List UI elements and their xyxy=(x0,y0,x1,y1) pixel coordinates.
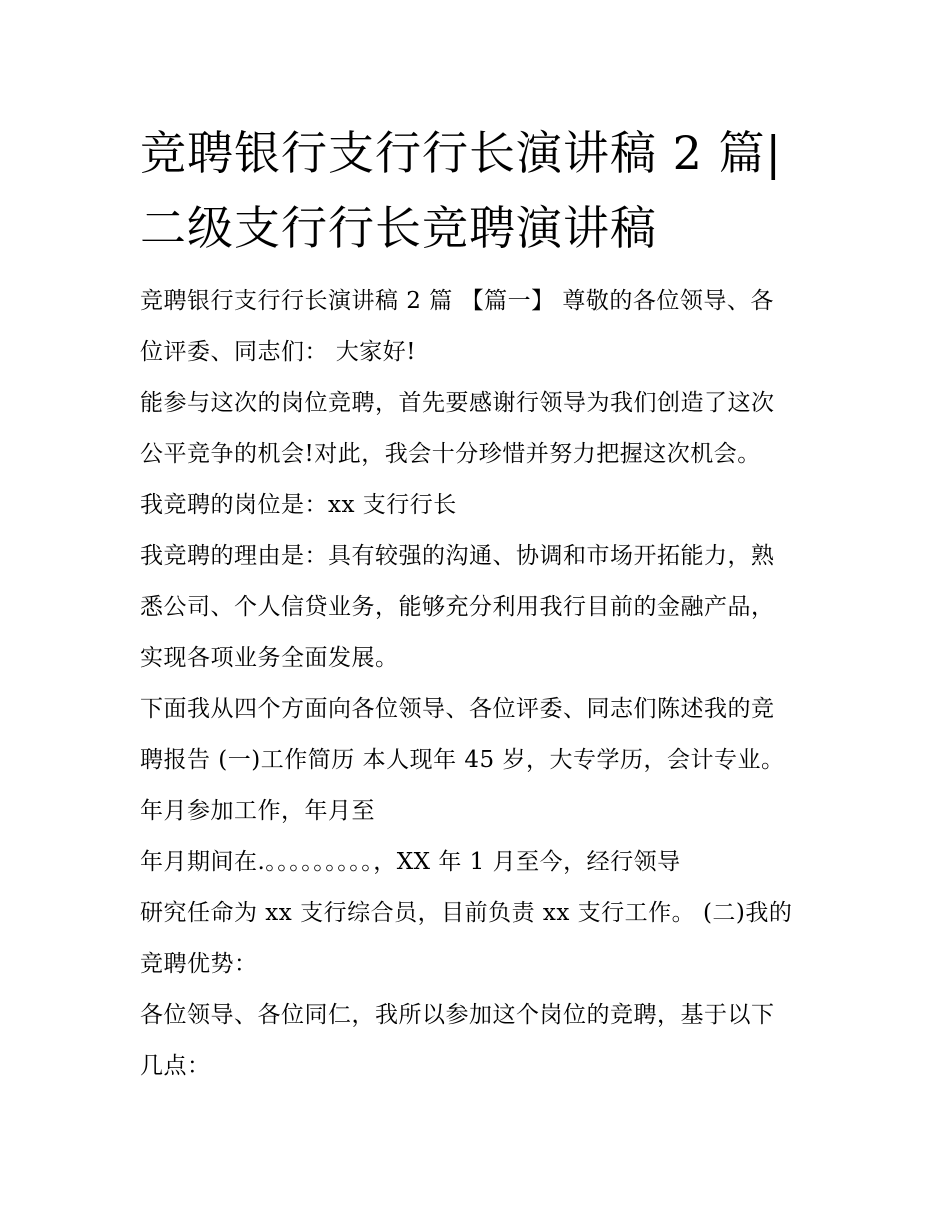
document-title xyxy=(140,116,830,266)
text-line: 位评委、同志们： 大家好! xyxy=(140,339,417,365)
paragraph-thanks xyxy=(140,378,820,480)
text-line: 年月期间在.。。。。。。。。。，XX 年 1 月至今，经行领导 xyxy=(140,849,681,875)
text-line: 我竞聘的理由是：具有较强的沟通、协调和市场开拓能力，熟 xyxy=(140,543,775,569)
text-line: 公平竞争的机会!对此，我会十分珍惜并努力把握这次机会。 xyxy=(140,441,761,467)
text-line: 聘报告 (一)工作简历 本人现年 45 岁，大专学历，会计专业。 xyxy=(140,747,785,773)
text-line: 我竞聘的岗位是：xx 支行行长 xyxy=(140,492,457,518)
title-line: 竞聘银行支行行长演讲稿 2 篇| xyxy=(140,126,783,180)
text-line: 竞聘优势： xyxy=(140,951,258,977)
text-line: 研究任命为 xx 支行综合员，目前负责 xx 支行工作。 (二)我的 xyxy=(140,900,793,926)
text-line: 年月参加工作，年月至 xyxy=(140,798,375,824)
paragraph-position xyxy=(140,480,820,531)
text-line: 悉公司、个人信贷业务，能够充分利用我行目前的金融产品， xyxy=(140,594,775,620)
text-line: 竞聘银行支行行长演讲稿 2 篇 【篇一】 尊敬的各位领导、各 xyxy=(140,288,774,314)
text-line: 实现各项业务全面发展。 xyxy=(140,645,399,671)
paragraph-points xyxy=(140,990,820,1092)
text-line: 几点： xyxy=(140,1053,211,1079)
text-line: 下面我从四个方面向各位领导、各位评委、同志们陈述我的竞 xyxy=(140,696,775,722)
text-line: 能参与这次的岗位竞聘，首先要感谢行领导为我们创造了这次 xyxy=(140,390,775,416)
paragraph-reasons xyxy=(140,531,820,684)
paragraph-experience xyxy=(140,837,820,990)
document-body xyxy=(140,276,820,1092)
title-line: 二级支行行长竞聘演讲稿 xyxy=(140,201,657,255)
paragraph-greeting xyxy=(140,276,820,378)
text-line: 各位领导、各位同仁，我所以参加这个岗位的竞聘，基于以下 xyxy=(140,1002,775,1028)
paragraph-resume xyxy=(140,684,820,837)
